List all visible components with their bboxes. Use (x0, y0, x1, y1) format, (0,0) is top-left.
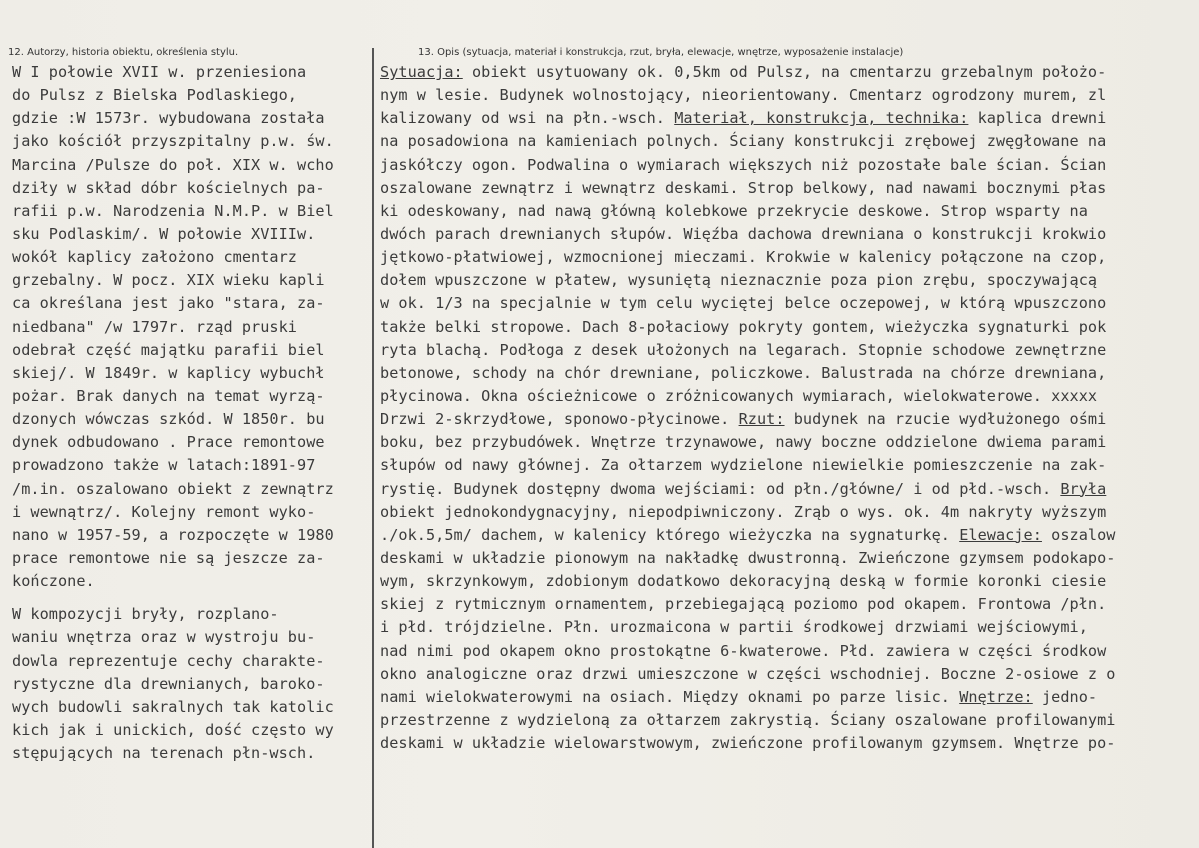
history-text-line: rystyczne dla drewnianych, baroko- (12, 674, 325, 693)
description-text-line: deskami w układzie pionowym na nakładkę dwustronną. Zwieńczone gzymsem podokapo- (380, 548, 1116, 567)
history-text-line: i wewnątrz/. Kolejny remont wyko- (12, 502, 316, 521)
history-text-line: skiej/. W 1849r. w kaplicy wybuchł (12, 363, 325, 382)
description-text-line: ki odeskowany, nad nawą główną kolebkowe przekrycie deskowe. Strop wsparty na (380, 201, 1088, 220)
history-text-line: nano w 1957-59, a rozpoczęte w 1980 (12, 525, 334, 544)
underlined-section-label: Bryła (1060, 479, 1107, 498)
description-text-line: ./ok.5,5m/ dachem, w kalenicy którego wieżyczka na sygnaturkę. Elewacje: oszalow (380, 525, 1116, 544)
underlined-section-label: Elewacje: (959, 525, 1042, 544)
description-text-line: skiej z rytmicznym ornamentem, przebiegającą poziomo pod okapem. Frontowa /płn. (380, 595, 1107, 614)
history-text-line: grzebalny. W pocz. XIX wieku kapli (12, 271, 325, 290)
description-text-line: w ok. 1/3 na specjalnie w tym celu wyciętej belce oczepowej, w którą wpuszczono (380, 294, 1107, 313)
description-text-line: deskami w układzie wielowarstwowym, zwieńczone profilowanym gzymsem. Wnętrze po- (380, 734, 1116, 753)
history-text-line: prowadzono także w latach:1891-97 (12, 456, 316, 475)
description-text-line: na posadowiona na kamieniach polnych. Ściany konstrukcji zrębowej zwęgłowane na (380, 132, 1107, 151)
underlined-section-label: Sytuacja: (380, 63, 463, 81)
history-text-line (12, 593, 370, 603)
section-13-header: 13. Opis (sytuacja, materiał i konstrukcja, rzut, bryła, elewacje, wnętrze, wyposażenie instalacje) (418, 47, 904, 58)
history-text-line: W kompozycji bryły, rozplano- (12, 605, 279, 624)
history-column (12, 61, 370, 765)
description-text-line: nad nimi pod okapem okno prostokątne 6-kwaterowe. Płd. zawiera w części środkow (380, 641, 1107, 660)
history-text-line: wych budowli sakralnych tak katolic (12, 697, 334, 716)
history-text-line: do Pulsz z Bielska Podlaskiego, (12, 86, 298, 105)
history-text-line: /m.in. oszalowano obiekt z zewnątrz (12, 479, 334, 498)
history-text-line: dynek odbudowano . Prace remontowe (12, 433, 325, 452)
history-text-line: jako kościół przyszpitalny p.w. św. (12, 132, 334, 151)
history-text-line: ca określana jest jako "stara, za- (12, 294, 325, 313)
description-text-line: ryta blachą. Podłoga z desek ułożonych na legarach. Stopnie schodowe zewnętrzne (380, 340, 1107, 359)
section-12-header: 12. Autorzy, historia obiektu, określenia stylu. (8, 47, 239, 58)
underlined-section-label: Materiał, konstrukcja, technika: (674, 109, 969, 128)
history-text-line: kończone. (12, 572, 95, 591)
history-text-line: dzonych wówczas szkód. W 1850r. bu (12, 410, 325, 429)
description-text-line: Drzwi 2-skrzydłowe, sponowo-płycinowe. Rzut: budynek na rzucie wydłużonego ośmi (380, 410, 1107, 429)
history-text-line: stępujących na terenach płn-wsch. (12, 744, 316, 763)
history-text-line: odebrał część majątku parafii biel (12, 340, 325, 359)
description-text-line: jaskółczy ogon. Podwalina o wymiarach większych niż pozostałe bale ścian. Ścian (380, 155, 1107, 174)
description-text-line: nami wielokwaterowymi na osiach. Między oknami po parze lisic. Wnętrze: jedno- (380, 687, 1098, 706)
description-text-line: przestrzenne z wydzieloną za ołtarzem zakrystią. Ściany oszalowane profilowanymi (380, 710, 1116, 729)
description-text-line: oszalowane zewnątrz i wewnątrz deskami. Strop belkowy, nad nawami bocznymi płas (380, 178, 1107, 197)
history-text-line: niedbana" /w 1797r. rząd pruski (12, 317, 298, 336)
description-text-line: okno analogiczne oraz drzwi umieszczone w części wschodniej. Boczne 2-osiowe z o (380, 664, 1116, 683)
description-text-line: płycinowa. Okna ościeżnicowe o zróżnicowanych wymiarach, wielokwaterowe. xxxxx (380, 386, 1098, 405)
history-text-line: gdzie :W 1573r. wybudowana została (12, 109, 325, 128)
description-text-line: boku, bez przybudówek. Wnętrze trzynawowe, nawy boczne oddzielone dwiema parami (380, 433, 1107, 452)
history-text-line: wokół kaplicy założono cmentarz (12, 248, 298, 267)
description-text-line: wym, skrzynkowym, zdobionym dodatkowo dekoracyjną deską w formie koronki ciesie (380, 572, 1107, 591)
description-text-line: nym w lesie. Budynek wolnostojący, nieorientowany. Cmentarz ogrodzony murem, zl (380, 86, 1107, 105)
description-text-line: betonowe, schody na chór drewniane, policzkowe. Balustrada na chórze drewniana, (380, 363, 1107, 382)
history-text-line: waniu wnętrza oraz w wystroju bu- (12, 628, 316, 647)
history-text-line: W I połowie XVII w. przeniesiona (12, 63, 307, 81)
history-text-line: dowla reprezentuje cechy charakte- (12, 651, 325, 670)
description-text-line: także belki stropowe. Dach 8-połaciowy pokryty gontem, wieżyczka sygnaturki pok (380, 317, 1107, 336)
underlined-section-label: Rzut: (738, 410, 785, 429)
description-text-line: słupów od nawy głównej. Za ołtarzem wydzielone niewielkie pomieszczenie na zak- (380, 456, 1107, 475)
description-text-line: kalizowany od wsi na płn.-wsch. Materiał, konstrukcja, technika: kaplica drewni (380, 109, 1107, 128)
underlined-section-label: Wnętrze: (959, 687, 1033, 706)
history-text-line: kich jak i unickich, dość często wy (12, 720, 334, 739)
description-text-line: dwóch parach drewnianych słupów. Więźba dachowa drewniana o konstrukcji krokwio (380, 224, 1107, 243)
description-text-line: rystię. Budynek dostępny dwoma wejściami: od płn./główne/ i od płd.-wsch. Bryła (380, 479, 1107, 498)
description-text-line: Sytuacja: obiekt usytuowany ok. 0,5km od Pulsz, na cmentarzu grzebalnym położo- (380, 63, 1107, 81)
history-text-line: prace remontowe nie są jeszcze za- (12, 548, 325, 567)
column-divider (372, 48, 374, 848)
description-text-line: i płd. trójdzielne. Płn. urozmaicona w partii środkowej drzwiami wejściowymi, (380, 618, 1088, 637)
history-text-line: sku Podlaskim/. W połowie XVIIIw. (12, 224, 316, 243)
history-text-line: dziły w skład dóbr kościelnych pa- (12, 178, 325, 197)
description-column (380, 61, 1199, 755)
description-text-line: dołem wpuszczone w płatew, wysuniętą nieznacznie poza pion zrębu, spoczywającą (380, 271, 1098, 290)
description-text-line: obiekt jednokondygnacyjny, niepodpiwniczony. Zrąb o wys. ok. 4m nakryty wyższym (380, 502, 1107, 521)
description-text-line: jętkowo-płatwiowej, wzmocnionej mieczami. Krokwie w kalenicy połączone na czop, (380, 248, 1107, 267)
history-text-line: Marcina /Pulsze do poł. XIX w. wcho (12, 155, 334, 174)
history-text-line: pożar. Brak danych na temat wyrzą- (12, 386, 325, 405)
history-text-line: rafii p.w. Narodzenia N.M.P. w Biel (12, 201, 334, 220)
